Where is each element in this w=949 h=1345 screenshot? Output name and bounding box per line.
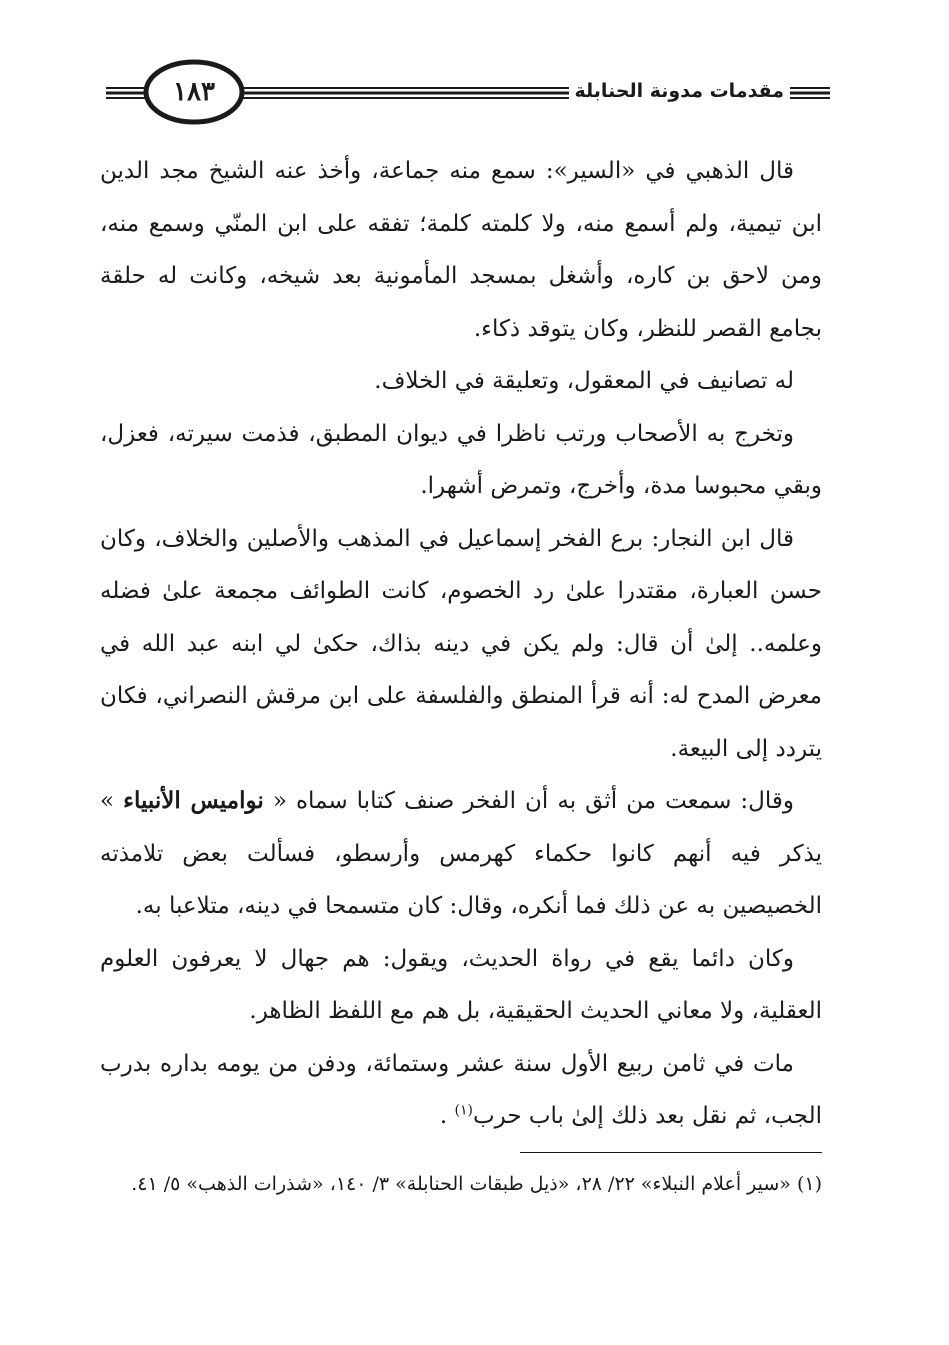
page-header [100, 58, 830, 128]
paragraph [100, 1038, 822, 1143]
paragraph: قال الذهبي في «السير»: سمع منه جماعة، وأخذ عنه الشيخ مجد الدين ابن تيمية، ولم أسمع منه، ولا كلمته كلمة؛ تفقه على ابن المنّي وسمع منه، ومن لاحق بن كاره، وأشغل بمسجد المأمونية بعد شيخه، وكانت له حلقة بجامع القصر للنظر، وكان يتوقد ذكاء. [100, 158, 822, 342]
footnote-marker[interactable]: (١) [454, 1102, 473, 1119]
main-text [100, 145, 822, 1143]
footnote-divider [520, 1152, 822, 1153]
paragraph-text: وقال: سمعت من أثق به أن الفخر صنف كتابا سماه « [263, 788, 794, 814]
footnote: (١) «سير أعلام النبلاء» ٢٢/ ٢٨، «ذيل طبقات الحنابلة» ٣/ ١٤٠، «شذرات الذهب» ٥/ ٤١. [131, 1173, 822, 1195]
book-title: نواميس الأنبياء [123, 787, 264, 814]
running-title: مقدمات مدونة الحنابلة [569, 76, 790, 106]
page-number: ١٨٣ [173, 77, 215, 107]
paragraph: وكان دائما يقع في رواة الحديث، ويقول: هم جهال لا يعرفون العلوم العقلية، ولا معاني الحديث الحقيقية، بل هم مع اللفظ الظاهر. [100, 945, 822, 1024]
paragraph: وتخرج به الأصحاب ورتب ناظرا في ديوان المطبق، فذمت سيرته، فعزل، وبقي محبوسا مدة، وأخرج، وتمرض أشهرا. [100, 420, 822, 499]
paragraph: قال ابن النجار: برع الفخر إسماعيل في المذهب والأصلين والخلاف، وكان حسن العبارة، مقتدرا علىٰ رد الخصوم، كانت الطوائف مجمعة علىٰ فضله وعلمه.. إلىٰ أن قال: ولم يكن في دينه بذاك، حكىٰ لي ابنه عبد الله في معرض المدح له: أنه قرأ المنطق والفلسفة على ابن مرقش النصراني، فكان يتردد إلى البيعة. [100, 525, 822, 762]
paragraph [100, 775, 822, 933]
paragraph-text: . [439, 1103, 455, 1129]
paragraph-text: » يذكر فيه أنهم كانوا حكماء كهرمس وأرسطو، فسألت بعض تلامذته الخصيصين به عن ذلك فما أنكره، وقال: كان متسمحا في دينه، متلاعبا به. [100, 788, 822, 919]
paragraph-text: مات في ثامن ربيع الأول سنة عشر وستمائة، ودفن من يومه بداره بدرب الجب، ثم نقل بعد ذلك إلىٰ باب حرب [100, 1050, 822, 1129]
paragraph: له تصانيف في المعقول، وتعليقة في الخلاف. [374, 368, 794, 394]
